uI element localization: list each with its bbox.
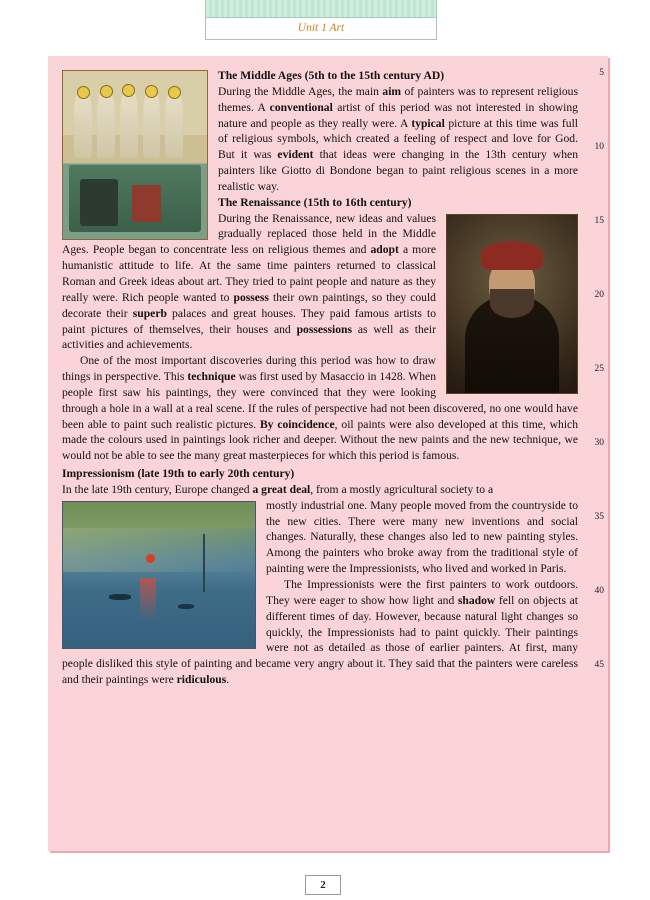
passage-body [62, 68, 594, 688]
green-decorative-band [205, 0, 437, 18]
paragraph-impressionism-1: mostly industrial one. Many people moved from the countryside to the new cities. There were many new inventions and social changes. Naturally, these changes also led to new painting styles. Among the painters who broke away from the traditional style of painting were the Impressionists, who lived and worked in Paris. [266, 498, 578, 576]
line-number: 45 [594, 660, 604, 670]
line-number: 40 [594, 586, 604, 596]
section-heading-middle-ages: The Middle Ages (5th to the 15th century AD) [218, 69, 445, 82]
line-number: 25 [594, 364, 604, 374]
line-number: 20 [594, 290, 604, 300]
paragraph-renaissance-1: During the Renaissance, new ideas and values gradually replaced those held in the Middle Ages. People began to concentrate less on religious themes and adopt a more humanistic attitude to life. At the same time painters returned to classical Roman and Greek ideas about art. They tried to paint people and nature as they really were. Rich people wanted to possess their own paintings, so they could decorate their superb palaces and great houses. They paid famous artists to paint pictures of themselves, their houses and possessions as well as their activities and achievements. [62, 211, 436, 352]
previous-section-strip [205, 0, 437, 40]
paragraph-renaissance-2: One of the most important discoveries during this period was how to draw things in perspective. This technique was first used by Masaccio in 1428. When people first saw his paintings, they were convinced that they were looking through a hole in a wall at a real scene. If the rules of perspective had not been discovered, no one would have been able to paint such realistic pictures. By coincidence, oil paints were also developed at this time, which made the colours used in paintings look richer and deeper. Without the new paints and the new technique, we would not be able to see the many great masterpieces for which this period is famous. [62, 354, 579, 463]
medieval-religious-painting [62, 70, 208, 240]
line-number: 30 [594, 438, 604, 448]
section-heading-renaissance: The Renaissance (15th to 16th century) [218, 195, 412, 209]
renaissance-portrait-painting [446, 214, 578, 394]
reading-passage-page [48, 56, 608, 851]
paragraph-middle-ages: During the Middle Ages, the main aim of painters was to represent religious themes. A conventional artist of this period was not interested in showing nature and people as they really were. A typical picture at this time was full of religious symbols, which created a feeling of respect and love for God. But it was evident that ideas were changing in the 13th century when painters like Giotto di Bondone began to paint religious scenes in a more realistic way. [218, 84, 579, 193]
impressionist-sunrise-painting [62, 501, 256, 649]
line-number: 5 [599, 68, 604, 78]
section-heading-impressionism: Impressionism (late 19th to early 20th century) [62, 467, 295, 481]
unit-caption: Unit 1 Art [205, 18, 437, 40]
line-number: 15 [594, 216, 604, 226]
page-number: 2 [305, 875, 341, 895]
paragraph-impressionism-2: The Impressionists were the first painters to work outdoors. They were eager to show how light and shadow fell on objects at different times of day. However, because natural light changes so quickly, the Impressionists had to paint quickly. Their paintings were not as detailed as those of earlier painters. At first, many people disliked this style of painting and became very angry about it. They said that the painters were careless and their paintings were ridiculous. [62, 578, 579, 687]
paragraph-impressionism-lead: In the late 19th century, Europe changed a great deal, from a mostly agricultural society to a [62, 482, 494, 496]
line-number-column [588, 68, 604, 670]
line-number: 35 [594, 512, 604, 522]
line-number: 10 [594, 142, 604, 152]
